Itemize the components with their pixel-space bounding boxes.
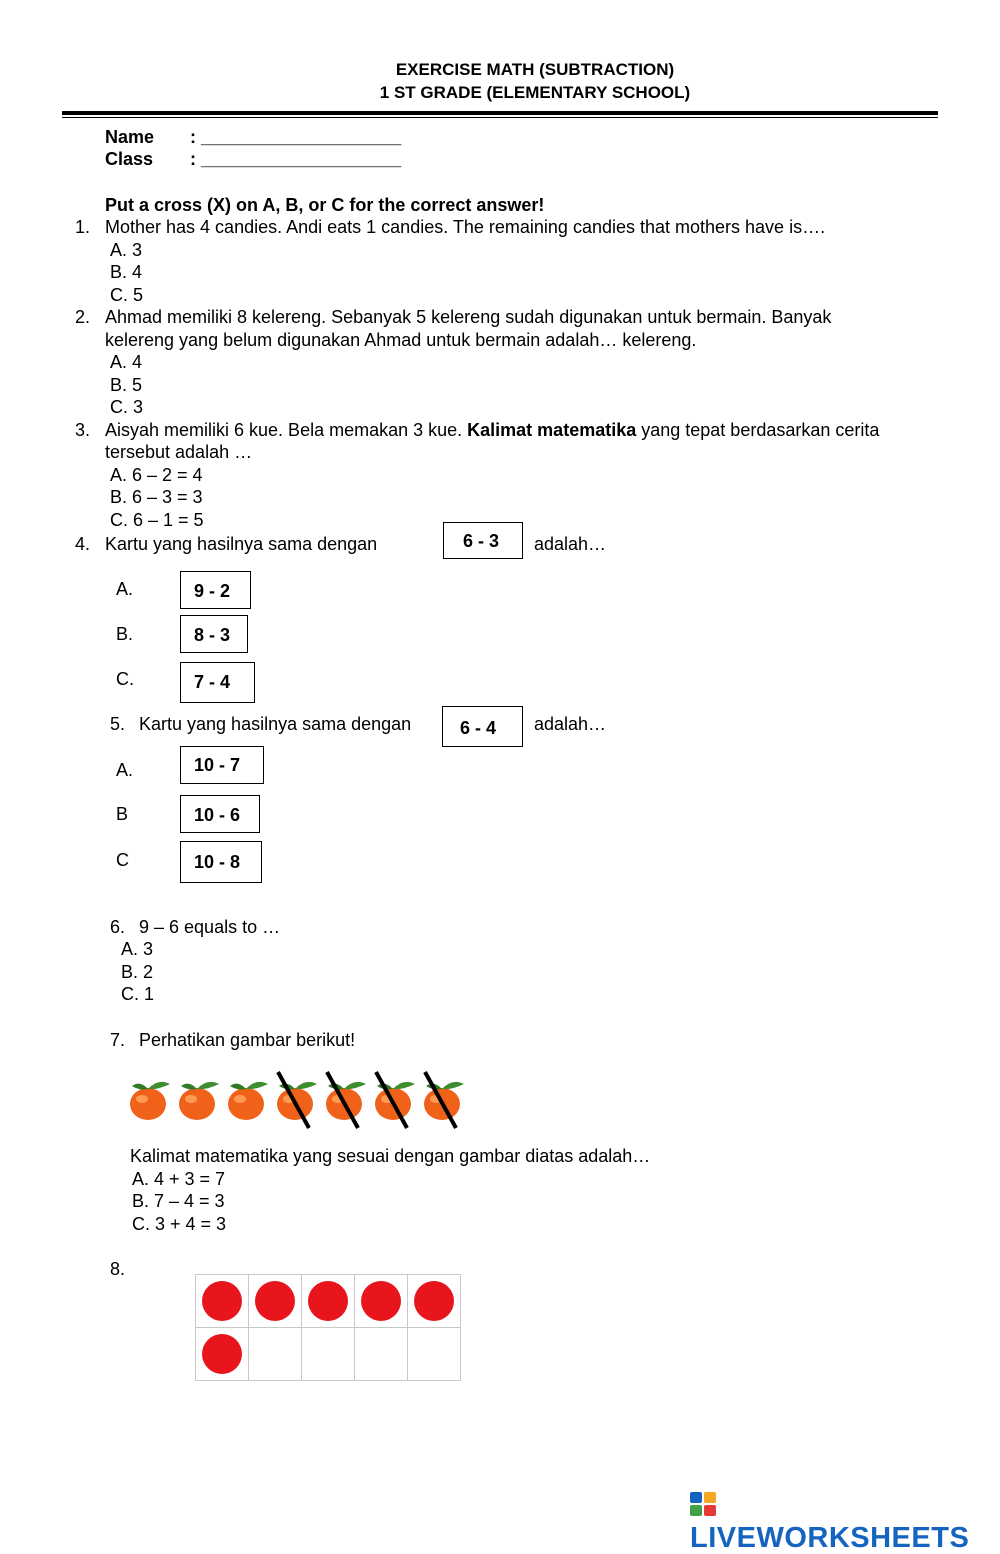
ten-frame-cell (408, 1328, 461, 1381)
ten-frame-cell (196, 1275, 249, 1328)
q1-option-b[interactable]: B. 4 (110, 262, 143, 282)
q4-text: Kartu yang hasilnya sama dengan (105, 534, 378, 554)
q4-option-c-label[interactable]: C. (116, 669, 134, 689)
q4-option-a-card[interactable]: 9 - 2 (180, 571, 251, 609)
class-field[interactable]: : ____________________ (190, 149, 402, 169)
q3-text-bold: Kalimat matematika (467, 420, 637, 440)
q3-number: 3. (75, 420, 91, 440)
q5-suffix: adalah… (534, 714, 607, 734)
orange-icon (130, 1082, 170, 1120)
ten-frame-cell (249, 1328, 302, 1381)
q4-option-b-card[interactable]: 8 - 3 (180, 615, 248, 653)
q2-option-c[interactable]: C. 3 (110, 397, 144, 417)
q3-text-line-2: tersebut adalah … (105, 442, 253, 462)
q7-option-b[interactable]: B. 7 – 4 = 3 (132, 1191, 225, 1211)
q5-option-b-label[interactable]: B (116, 804, 129, 824)
q6-option-c[interactable]: C. 1 (121, 984, 155, 1004)
ten-frame-cell (302, 1275, 355, 1328)
q1-text: Mother has 4 candies. Andi eats 1 candies. The remaining candies that mothers have is…. (105, 217, 826, 237)
q3-option-a[interactable]: A. 6 – 2 = 4 (110, 465, 203, 485)
q4-option-b-label[interactable]: B. (116, 624, 134, 644)
q4-option-a-label[interactable]: A. (116, 579, 134, 599)
q5-reference-card: 6 - 4 (442, 706, 523, 747)
q5-option-c-card[interactable]: 10 - 8 (180, 841, 262, 883)
red-dot (202, 1281, 242, 1321)
q4-suffix: adalah… (534, 534, 607, 554)
q6-option-b[interactable]: B. 2 (121, 962, 154, 982)
q4-reference-card: 6 - 3 (443, 522, 523, 559)
q6-number: 6. (110, 917, 126, 937)
orange-icon (277, 1082, 317, 1120)
q3-option-c[interactable]: C. 6 – 1 = 5 (110, 510, 204, 530)
q2-option-b[interactable]: B. 5 (110, 375, 143, 395)
header-rule-thin (62, 117, 938, 118)
q5-option-b-card[interactable]: 10 - 6 (180, 795, 260, 833)
q1-number: 1. (75, 217, 91, 237)
liveworksheets-logo-icon (690, 1492, 718, 1518)
q2-number: 2. (75, 307, 91, 327)
red-dot (255, 1281, 295, 1321)
red-dot (308, 1281, 348, 1321)
ten-frame-cell (302, 1328, 355, 1381)
q1-option-a[interactable]: A. 3 (110, 240, 143, 260)
q5-number: 5. (110, 714, 126, 734)
q7-option-a[interactable]: A. 4 + 3 = 7 (132, 1169, 226, 1189)
q8-ten-frame (195, 1274, 461, 1381)
red-dot (414, 1281, 454, 1321)
class-label: Class (105, 149, 154, 169)
instruction: Put a cross (X) on A, B, or C for the correct answer! (105, 195, 545, 215)
q5-option-c-label[interactable]: C (116, 850, 129, 870)
orange-icon (228, 1082, 268, 1120)
orange-icon (424, 1082, 464, 1120)
q3-text-line-1 (105, 419, 879, 441)
q5-option-a-label[interactable]: A. (116, 760, 134, 780)
header-rule-thick (62, 111, 938, 115)
ten-frame-cell (249, 1275, 302, 1328)
q8-number: 8. (110, 1259, 126, 1279)
q4-number: 4. (75, 534, 91, 554)
q3-option-b[interactable]: B. 6 – 3 = 3 (110, 487, 203, 507)
q5-option-a-card[interactable]: 10 - 7 (180, 746, 264, 784)
title-line-1: EXERCISE MATH (SUBTRACTION) (395, 60, 675, 79)
q7-text: Perhatikan gambar berikut! (139, 1030, 356, 1050)
liveworksheets-logo (690, 1490, 1000, 1554)
q6-option-a[interactable]: A. 3 (121, 939, 154, 959)
orange-icon (375, 1082, 415, 1120)
orange-icon (179, 1082, 219, 1120)
title-line-2: 1 ST GRADE (ELEMENTARY SCHOOL) (379, 83, 691, 102)
red-dot (202, 1334, 242, 1374)
q5-text: Kartu yang hasilnya sama dengan (139, 714, 412, 734)
q3-text-post: yang tepat berdasarkan cerita (636, 420, 880, 440)
q3-text-pre: Aisyah memiliki 6 kue. Bela memakan 3 kue. (105, 420, 468, 440)
liveworksheets-logo-text: LIVEWORKSHEETS (690, 1522, 970, 1554)
name-field[interactable]: : ____________________ (190, 127, 402, 147)
red-dot (361, 1281, 401, 1321)
ten-frame-cell (355, 1328, 408, 1381)
q1-option-c[interactable]: C. 5 (110, 285, 144, 305)
q7-number: 7. (110, 1030, 126, 1050)
q7-orange-picture (124, 1068, 474, 1130)
orange-icon (326, 1082, 366, 1120)
q2-option-a[interactable]: A. 4 (110, 352, 143, 372)
q2-text-line-1: Ahmad memiliki 8 kelereng. Sebanyak 5 kelereng sudah digunakan untuk bermain. Banyak (105, 307, 832, 327)
ten-frame-cell (196, 1328, 249, 1381)
q6-text: 9 – 6 equals to … (139, 917, 281, 937)
name-label: Name (105, 127, 155, 147)
ten-frame-cell (408, 1275, 461, 1328)
q4-option-c-card[interactable]: 7 - 4 (180, 662, 255, 703)
q7-prompt: Kalimat matematika yang sesuai dengan gambar diatas adalah… (130, 1146, 651, 1166)
ten-frame-cell (355, 1275, 408, 1328)
q2-text-line-2: kelereng yang belum digunakan Ahmad untuk bermain adalah… kelereng. (105, 330, 697, 350)
q7-option-c[interactable]: C. 3 + 4 = 3 (132, 1214, 227, 1234)
